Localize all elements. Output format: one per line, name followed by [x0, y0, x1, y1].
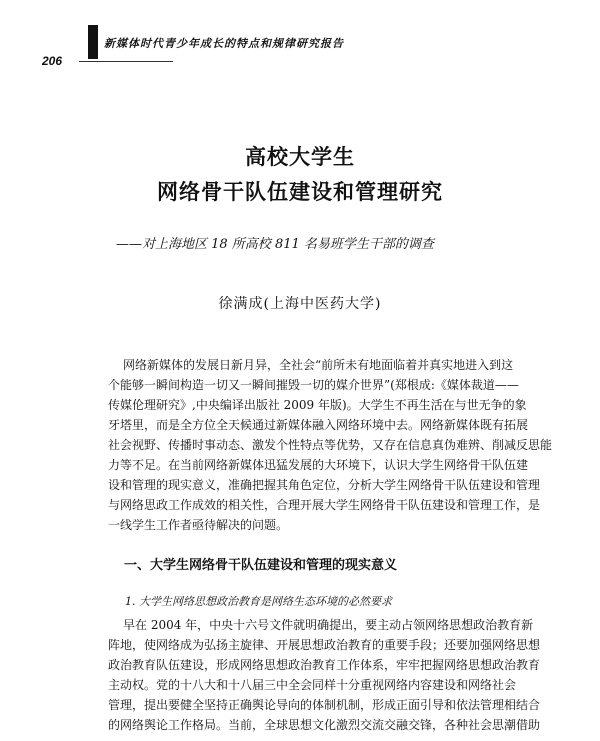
intro-line: 与网络思政工作成效的相关性，合理开展大学生网络骨干队伍建设和管理工作，是 — [108, 498, 541, 512]
author-line: 徐满成(上海中医药大学) — [218, 296, 382, 312]
body-line: 政治教育队伍建设，形成网络思想政治教育工作体系，牢牢把握网络思想政治教育 — [108, 658, 541, 672]
section-heading: 一、大学生网络骨干队伍建设和管理的现实意义 — [124, 558, 398, 573]
page-number: 206 — [42, 54, 63, 68]
subsection-heading: 1. 大学生网络思想政治教育是网络生态环境的必然要求 — [125, 595, 392, 608]
running-head: 新媒体时代青少年成长的特点和规律研究报告 — [104, 37, 344, 50]
intro-line: 社会视野、传播时事动态、激发个性特点等优势，又存在信息真伪难辨、削减反思能 — [108, 438, 553, 452]
intro-line: 一线学生工作者亟待解决的问题。 — [108, 518, 289, 532]
body-line: 早在 2004 年，中央十六号文件就明确提出，要主动占领网络思想政治教育新 — [123, 618, 534, 632]
body-line: 主动权。党的十八大和十八届三中全会同样十分重视网络内容建设和网络社会 — [108, 678, 517, 692]
body-line: 管理，提出要健全坚持正确舆论导向的体制机制，形成正面引导和依法管理相结合 — [108, 698, 541, 712]
article-subtitle: ——对上海地区 18 所高校 811 名易班学生干部的调查 — [116, 237, 434, 252]
intro-line: 网络新媒体的发展日新月异，全社会“前所未有地面临着并真实地进入到这 — [123, 358, 514, 372]
body-line: 阵地，使网络成为弘扬主旋律、开展思想政治教育的重要手段；还要加强网络思想 — [108, 638, 541, 652]
header-bar — [88, 25, 98, 59]
intro-line: 力等不足。在当前网络新媒体迅猛发展的大环境下，认识大学生网络骨干队伍建 — [108, 458, 529, 472]
header-rule — [79, 61, 173, 62]
article-title-line-1: 高校大学生 — [245, 144, 355, 169]
intro-line: 个能够一瞬间构造一切又一瞬间摧毁一切的媒介世界”(郑根成:《媒体裁道—— — [108, 378, 519, 392]
intro-line: 传媒伦理研究》,中央编译出版社 2009 年版)。大学生不再生活在与世无争的象 — [108, 398, 527, 412]
body-line: 的网络舆论工作格局。当前，全球思想文化激烈交流交融交锋，各种社会思潮借助 — [108, 718, 541, 732]
article-title-line-2: 网络骨干队伍建设和管理研究 — [157, 179, 443, 204]
intro-line: 牙塔里，而是全方位全天候通过新媒体融入网络环境中去。网络新媒体既有拓展 — [108, 418, 529, 432]
intro-line: 设和管理的现实意义，准确把握其角色定位，分析大学生网络骨干队伍建设和管理 — [108, 478, 541, 492]
